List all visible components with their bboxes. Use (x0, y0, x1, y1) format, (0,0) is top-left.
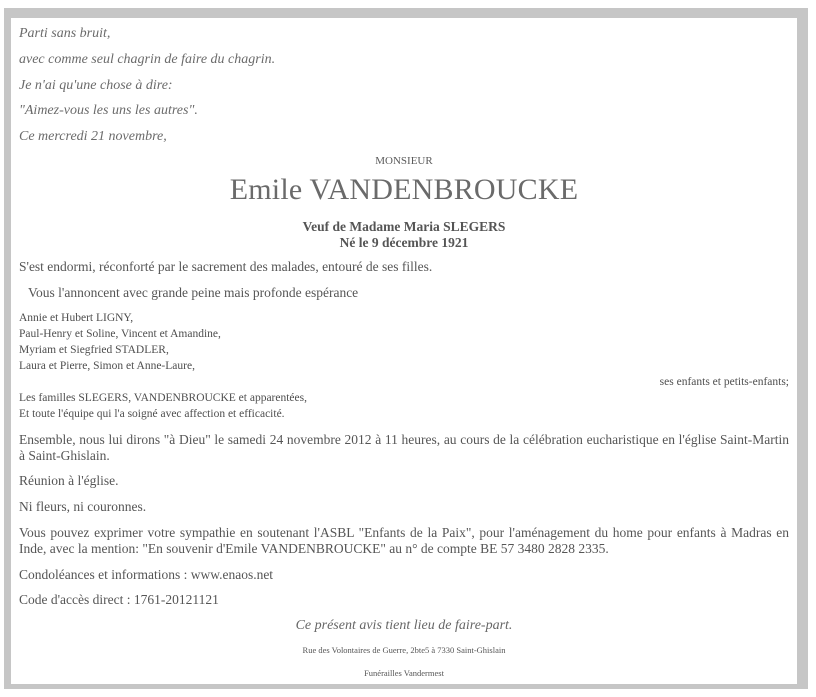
family-line-3: Myriam et Siegfried STADLER, (19, 344, 169, 356)
birth-line: Né le 9 décembre 1921 (339, 235, 469, 250)
family-line-2: Paul-Henry et Soline, Vincent et Amandine, (19, 328, 221, 340)
family-line-6: Et toute l'équipe qui l'a soigné avec affection et efficacité. (19, 408, 285, 420)
condolences-text: Condoléances et informations : www.enaos.net (19, 567, 274, 582)
deceased-name: Emile VANDENBROUCKE (229, 173, 579, 206)
meeting-text: Réunion à l'église. (19, 473, 119, 488)
poem-line-3: Je n'ai qu'une chose à dire: (19, 78, 173, 93)
flowers-text: Ni fleurs, ni couronnes. (19, 499, 147, 514)
poem-line-1: Parti sans bruit, (19, 26, 111, 41)
family-line-4: Laura et Pierre, Simon et Anne-Laure, (19, 360, 195, 372)
obituary-notice (11, 18, 797, 684)
passed-away-text: S'est endormi, réconforté par le sacrement des malades, entouré de ses filles. (19, 259, 433, 274)
family-line-5: Les familles SLEGERS, VANDENBROUCKE et apparentées, (19, 392, 307, 404)
access-code-text: Code d'accès direct : 1761-20121121 (19, 592, 219, 607)
family-line-1: Annie et Hubert LIGNY, (19, 312, 134, 324)
ceremony-text: Ensemble, nous lui dirons "à Dieu" le samedi 24 novembre 2012 à 11 heures, au cours de la célébration eucharistique en l'église Saint-Martin à Saint-Ghislain. (19, 432, 789, 463)
notice-text: Ce présent avis tient lieu de faire-part. (295, 618, 513, 633)
address-text: Rue des Volontaires de Guerre, 2bte5 à 7330 Saint-Ghislain (302, 645, 506, 655)
poem-line-5: Ce mercredi 21 novembre, (19, 129, 167, 144)
announcement-text: Vous l'annoncent avec grande peine mais profonde espérance (28, 285, 359, 300)
sympathy-text: Vous pouvez exprimer votre sympathie en soutenant l'ASBL "Enfants de la Paix", pour l'aménagement du home pour enfants à Madras en Inde, avec la mention: "En souvenir d'Emile VANDENBROUCKE" au n° de compte BE 57 3480 2828 2335. (19, 525, 789, 556)
widower-line: Veuf de Madame Maria SLEGERS (302, 219, 506, 234)
honorific: MONSIEUR (375, 155, 433, 167)
poem-line-4: "Aimez-vous les uns les autres". (19, 103, 198, 118)
poem-line-2: avec comme seul chagrin de faire du chagrin. (19, 52, 276, 67)
funeral-home-text: Funérailles Vandermest (364, 668, 444, 678)
family-role: ses enfants et petits-enfants; (659, 376, 789, 388)
